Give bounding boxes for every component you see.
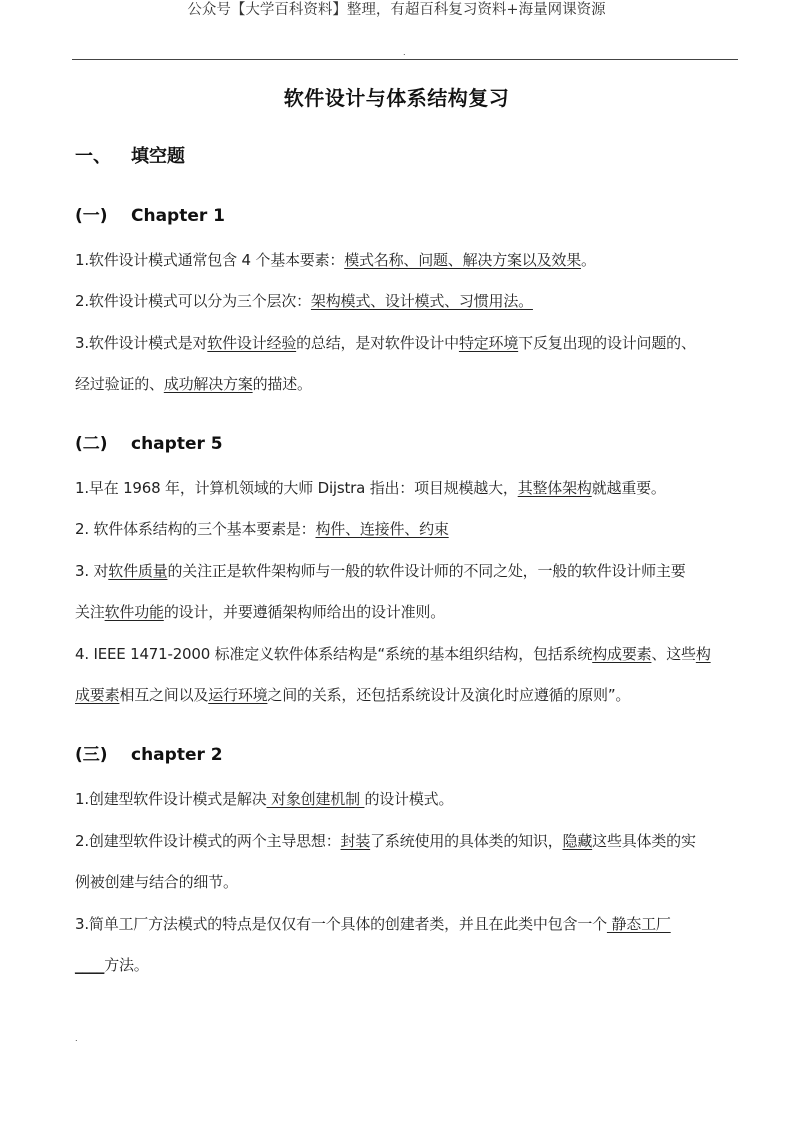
question-text: 之间的关系，还包括系统设计及演化时应遵循的原则”。: [267, 686, 631, 704]
answer-blank-text: 架构模式、设计模式、习惯用法。: [310, 292, 533, 310]
section-label: 填空题: [131, 146, 185, 167]
paragraph-line: [75, 333, 740, 353]
answer-blank-text: 构: [695, 645, 711, 663]
answer-blank-text: 软件功能: [104, 603, 164, 621]
question-text: 这些具体类的实: [592, 832, 696, 850]
paragraph-line: [75, 250, 740, 270]
answer-blank-text: 成要素: [75, 686, 120, 704]
question-text: 就越重要。: [591, 479, 666, 497]
paragraph-line: [75, 872, 740, 892]
page-title: 软件设计与体系结构复习: [283, 86, 510, 110]
question-text: 1.软件设计模式通常包含 4 个基本要素：: [75, 251, 345, 269]
question-text: 2.软件设计模式可以分为三个层次：: [75, 292, 311, 310]
chapter-label: Chapter 1: [131, 206, 226, 226]
answer-blank-text: 其整体架构: [517, 479, 592, 497]
answer-blank-text: 成功解决方案: [163, 375, 253, 393]
section-heading-fill-in-blank: [75, 142, 185, 168]
question-text: 1.创建型软件设计模式是解决: [75, 790, 267, 808]
answer-blank-text: 软件质量: [108, 562, 168, 580]
paragraph-line: [75, 291, 740, 311]
question-text: 关注: [75, 603, 105, 621]
paragraph-line: [75, 685, 740, 705]
question-text: 例被创建与结合的细节。: [75, 873, 238, 891]
answer-blank-text: 构成要素: [592, 645, 652, 663]
paragraph-line: [75, 955, 740, 975]
chapter-label: chapter 5: [131, 434, 223, 454]
question-text: 2.创建型软件设计模式的两个主导思想：: [75, 832, 341, 850]
question-text: 方法。: [104, 956, 149, 974]
question-text: 。: [581, 251, 596, 269]
answer-blank-text: 静态工厂: [606, 915, 671, 933]
question-text: 的关注正是软件架构师与一般的软件设计师的不同之处，一般的软件设计师主要: [167, 562, 686, 580]
chapter-number: (二): [75, 434, 108, 454]
paragraph-line: [75, 789, 740, 809]
question-text: 下反复出现的设计问题的、: [518, 334, 696, 352]
question-text: 相互之间以及: [119, 686, 209, 704]
chapter-heading: [75, 201, 225, 226]
answer-blank-text: 对象创建机制: [266, 790, 365, 808]
chapter-number: (一): [75, 206, 108, 226]
paragraph-line: [75, 561, 740, 581]
paragraph-line: [75, 831, 740, 851]
question-text: 4. IEEE 1471-2000 标准定义软件体系结构是“系统的基本组织结构，包括系统: [75, 645, 593, 663]
answer-blank-text: 模式名称、问题、解决方案以及效果: [344, 251, 582, 269]
section-number: 一、: [75, 146, 111, 167]
chapter-number: (三): [75, 745, 108, 765]
answer-blank-text: 构件、连接件、约束: [315, 520, 449, 538]
question-text: 1.早在 1968 年，计算机领域的大师 Dijstra 指出：项目规模越大，: [75, 479, 518, 497]
question-text: 的设计，并要遵循架构师给出的设计准则。: [163, 603, 446, 621]
question-text: 3.简单工厂方法模式的特点是仅仅有一个具体的创建者类，并且在此类中包含一个: [75, 915, 607, 933]
paragraph-line: [75, 374, 740, 394]
paragraph-line: [75, 478, 740, 498]
paragraph-line: [75, 602, 740, 622]
paragraph-line: [75, 644, 740, 664]
answer-blank-text: ____: [75, 956, 105, 974]
question-text: 3. 对: [75, 562, 109, 580]
question-text: 3.软件设计模式是对: [75, 334, 208, 352]
question-text: 经过验证的、: [75, 375, 164, 393]
header-divider: [72, 59, 738, 60]
answer-blank-text: 特定环境: [458, 334, 519, 352]
chapter-label: chapter 2: [131, 745, 223, 765]
question-text: 、这些: [651, 645, 696, 663]
answer-blank-text: 隐藏: [562, 832, 593, 850]
chapter-heading: [75, 429, 223, 454]
question-text: 的总结，是对软件设计中: [296, 334, 459, 352]
question-text: 2. 软件体系结构的三个基本要素是：: [75, 520, 316, 538]
header-dot: .: [403, 48, 406, 57]
question-text: 了系统使用的具体类的知识，: [370, 832, 563, 850]
chapter-heading: [75, 740, 223, 765]
paragraph-line: [75, 519, 740, 539]
paragraph-line: [75, 914, 740, 934]
footer-dot: .: [75, 1034, 78, 1043]
question-text: 的描述。: [252, 375, 312, 393]
answer-blank-text: 软件设计经验: [207, 334, 297, 352]
header-watermark: 公众号【大学百科资料】整理，有超百科复习资料+海量网课资源: [187, 2, 606, 18]
answer-blank-text: 封装: [340, 832, 371, 850]
answer-blank-text: 运行环境: [208, 686, 268, 704]
question-text: 的设计模式。: [364, 790, 454, 808]
